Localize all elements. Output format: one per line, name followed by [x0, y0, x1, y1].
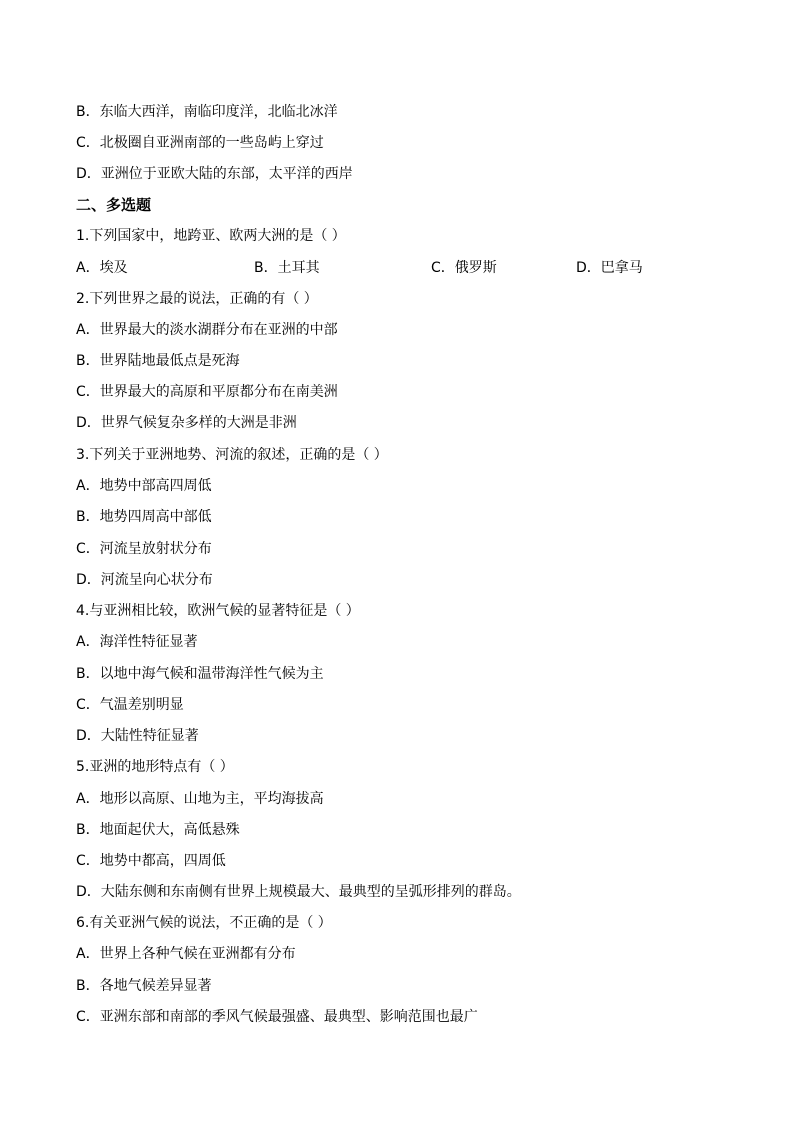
question-6-stem: 6.有关亚洲气候的说法，不正确的是（ ）	[76, 915, 332, 931]
question-3-option-d: D．河流呈向心状分布	[76, 572, 213, 588]
question-4-option-b: B．以地中海气候和温带海洋性气候为主	[76, 666, 324, 682]
question-3-option-a: A．地势中部高四周低	[76, 478, 212, 494]
question-5-option-d: D．大陆东侧和东南侧有世界上规模最大、最典型的呈弧形排列的群岛。	[76, 884, 521, 900]
question-1-stem: 1.下列国家中，地跨亚、欧两大洲的是（ ）	[76, 228, 346, 244]
question-3-stem: 3.下列关于亚洲地势、河流的叙述，正确的是（ ）	[76, 447, 388, 463]
question-5-option-c: C．地势中都高，四周低	[76, 853, 226, 869]
question-3-option-b: B．地势四周高中部低	[76, 509, 212, 525]
option-b-prev-question: B．东临大西洋，南临印度洋，北临北冰洋	[76, 104, 338, 120]
question-2-stem: 2.下列世界之最的说法，正确的有（ ）	[76, 291, 318, 307]
question-3-option-c: C．河流呈放射状分布	[76, 541, 212, 557]
question-5-stem: 5.亚洲的地形特点有（ ）	[76, 759, 234, 775]
question-2-option-d: D．世界气候复杂多样的大洲是非洲	[76, 415, 297, 431]
question-1-option-c: C．俄罗斯	[431, 260, 497, 276]
question-2-option-b: B．世界陆地最低点是死海	[76, 353, 240, 369]
question-6-option-c: C．亚洲东部和南部的季风气候最强盛、最典型、影响范围也最广	[76, 1009, 478, 1025]
question-4-option-a: A．海洋性特征显著	[76, 634, 198, 650]
option-d-prev-question: D．亚洲位于亚欧大陆的东部，太平洋的西岸	[76, 166, 353, 182]
question-4-stem: 4.与亚洲相比较，欧洲气候的显著特征是（ ）	[76, 603, 360, 619]
question-5-option-a: A．地形以高原、山地为主，平均海拔高	[76, 791, 324, 807]
question-4-option-c: C．气温差别明显	[76, 697, 184, 713]
section-title: 二、多选题	[76, 196, 152, 214]
question-1-option-d: D．巴拿马	[576, 260, 643, 276]
question-6-option-b: B．各地气候差异显著	[76, 978, 212, 994]
question-6-option-a: A．世界上各种气候在亚洲都有分布	[76, 946, 296, 962]
question-5-option-b: B．地面起伏大，高低悬殊	[76, 822, 240, 838]
question-2-option-a: A．世界最大的淡水湖群分布在亚洲的中部	[76, 322, 338, 338]
question-1-option-a: A．埃及	[76, 260, 128, 276]
question-1-option-b: B．土耳其	[254, 260, 320, 276]
question-1-options	[76, 259, 726, 277]
question-2-option-c: C．世界最大的高原和平原都分布在南美洲	[76, 384, 338, 400]
option-c-prev-question: C．北极圈自亚洲南部的一些岛屿上穿过	[76, 135, 324, 151]
question-4-option-d: D．大陆性特征显著	[76, 728, 199, 744]
